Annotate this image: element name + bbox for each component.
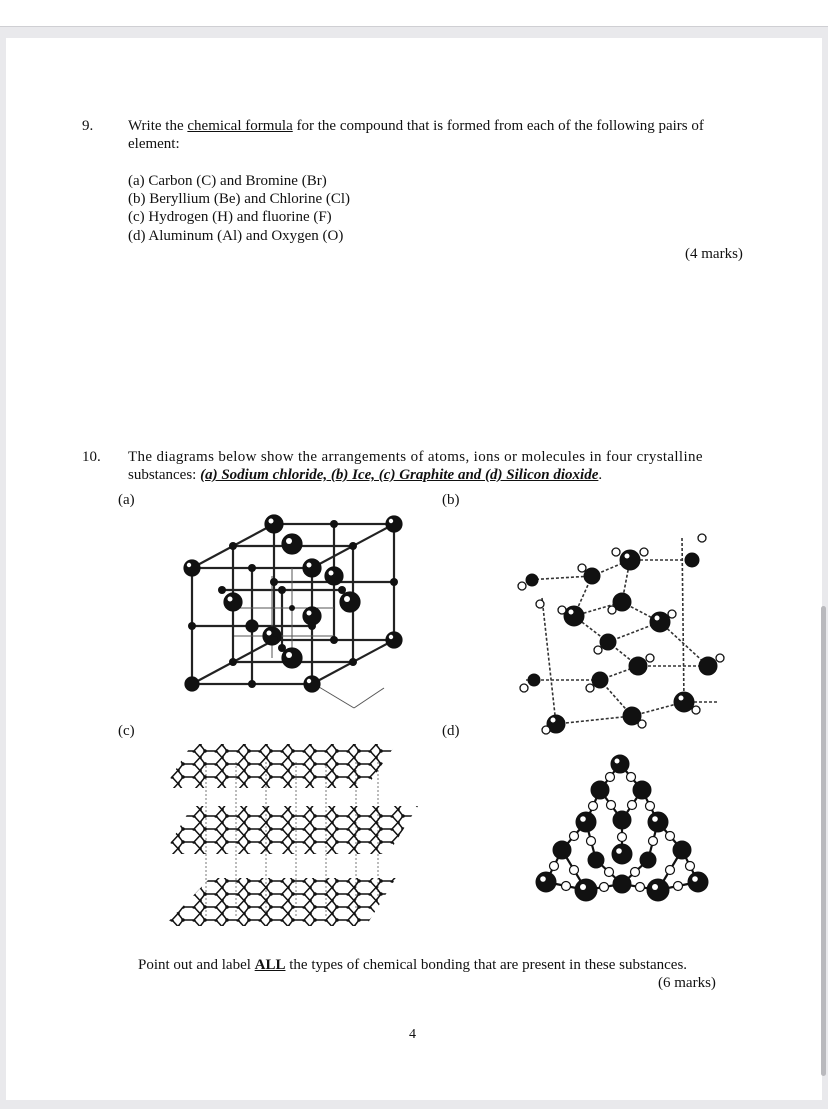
q10-question: Point out and label ALL the types of chemical bonding that are present in these substances. — [138, 957, 688, 973]
figure-label-d: (d) — [442, 723, 460, 739]
figure-label-c: (c) — [118, 723, 135, 739]
q9-intro-line2: element: — [128, 136, 180, 152]
scrollbar[interactable] — [821, 606, 826, 1076]
sodium-chloride-lattice-diagram — [174, 508, 398, 722]
q9-number: 9. — [82, 118, 94, 134]
q10-number: 10. — [82, 449, 101, 465]
previous-page-edge — [0, 0, 828, 27]
page-number: 4 — [409, 1027, 416, 1042]
q10-intro-line2: substances: (a) Sodium chloride, (b) Ice, (c) Graphite and (d) Silicon dioxide. — [128, 467, 603, 483]
q9-part-d: (d) Aluminum (Al) and Oxygen (O) — [128, 228, 344, 244]
q9-part-c: (c) Hydrogen (H) and fluorine (F) — [128, 209, 332, 225]
q10-substances: (a) Sodium chloride, (b) Ice, (c) Graphite and (d) Silicon dioxide — [200, 467, 599, 483]
figure-label-a: (a) — [118, 492, 135, 508]
q9-part-a: (a) Carbon (C) and Bromine (Br) — [128, 173, 327, 189]
document-page — [6, 38, 822, 1100]
q10-marks: (6 marks) — [658, 975, 716, 991]
q9-chemical-formula-term: chemical formula — [187, 118, 293, 134]
q9-marks: (4 marks) — [685, 246, 743, 262]
silicon-dioxide-diagram — [526, 750, 712, 910]
q10-all-emphasis: ALL — [254, 957, 286, 973]
q9-intro-line1: Write the chemical formula for the compound that is formed from each of the following pairs of — [128, 118, 704, 134]
q9-part-b: (b) Beryllium (Be) and Chlorine (Cl) — [128, 191, 351, 207]
ice-lattice-diagram — [512, 498, 734, 748]
figure-label-b: (b) — [442, 492, 460, 508]
q10-intro-line1: The diagrams below show the arrangements of atoms, ions or molecules in four crystalline — [128, 449, 703, 465]
graphite-layers-diagram — [156, 738, 428, 934]
